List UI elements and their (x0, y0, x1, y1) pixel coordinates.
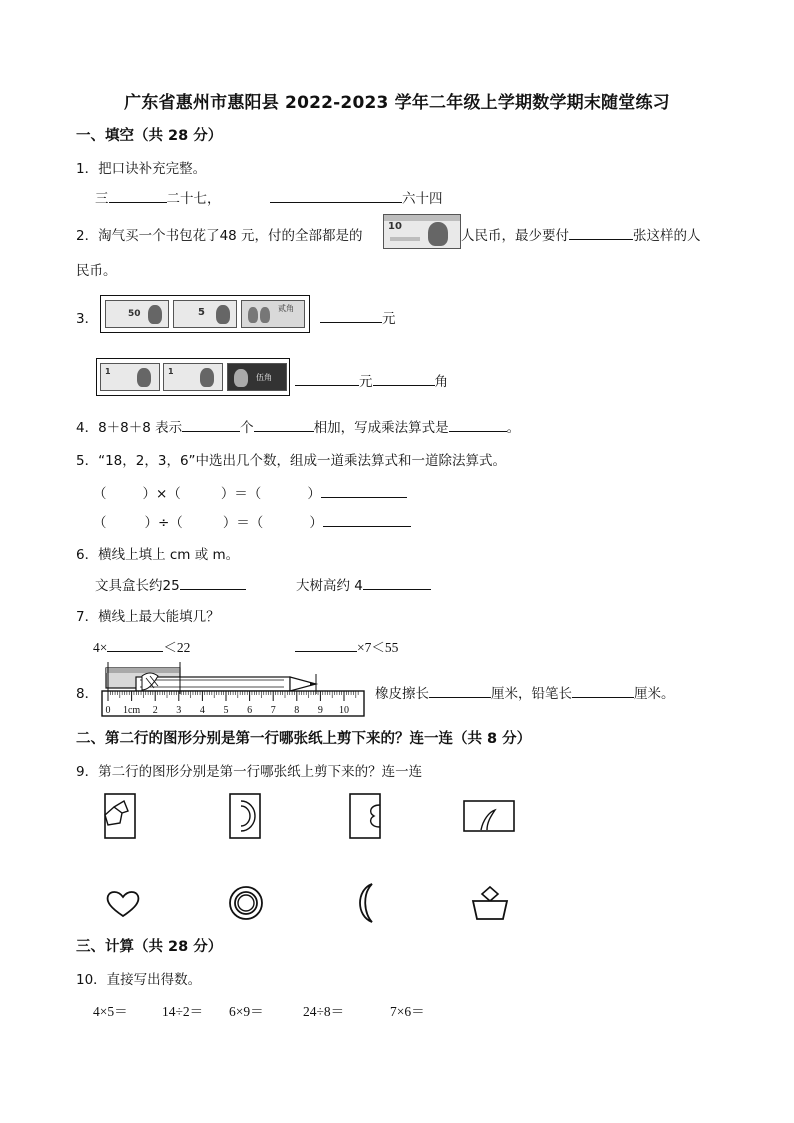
q1-left-post: 二十七， (166, 191, 221, 207)
q2-line2: 民币。 (76, 263, 117, 279)
q6-b-label: 大树高约 4 (296, 578, 363, 594)
q1-right-post: 六十四 (402, 191, 443, 207)
q2-post2: 张这样的人 (633, 228, 701, 244)
q4-row (76, 416, 520, 436)
portrait-image (200, 368, 214, 387)
portrait-image (428, 222, 448, 246)
q3-blank-a[interactable] (320, 308, 382, 323)
q6-text: 6．横线上填上 cm 或 m。 (76, 547, 240, 563)
banknote-2-jiao-label: 贰角 (278, 304, 294, 313)
q3-answer-b (295, 370, 448, 390)
q10-item-3: 6×9＝ (229, 1004, 264, 1019)
q7-a-post: ＜22 (163, 640, 191, 655)
q2-blank[interactable] (569, 225, 633, 240)
q3-blank-b[interactable] (295, 371, 359, 386)
boat-shape-image (471, 885, 509, 921)
portrait-image (148, 305, 162, 324)
q1-blank-2[interactable] (270, 188, 402, 203)
paper-1-image (104, 793, 136, 839)
q5-blank-1[interactable] (321, 483, 407, 498)
times-paren: ）×（ (142, 486, 181, 502)
q6-b (296, 574, 431, 594)
q2-post-row (461, 224, 701, 244)
q4-blank-2[interactable] (254, 417, 314, 432)
banknote-2-jiao (241, 300, 305, 328)
q8-blank-2[interactable] (572, 683, 634, 698)
ruler-label: 5 (223, 705, 229, 716)
ruler-label: 6 (247, 705, 253, 716)
q6-a (95, 574, 246, 594)
portrait-image (248, 307, 258, 323)
q1-answer-row-2 (270, 187, 443, 207)
banknote-5-jiao (227, 363, 287, 391)
ten-yuan-note-image (383, 214, 461, 249)
q4-mid2: 相加，写成乘法算式是 (313, 420, 449, 436)
paren-close: ） (309, 515, 323, 531)
q8-cm2-label: 厘米。 (634, 686, 675, 702)
q10-item-2: 14÷2＝ (162, 1004, 204, 1019)
ruler-label: 1cm (122, 705, 141, 716)
ruler-label: 8 (294, 705, 300, 716)
equals-paren: ）＝（ (220, 486, 262, 502)
q4-end: 。 (506, 420, 521, 436)
section2-heading: 二、第二行的图形分别是第一行哪张纸上剪下来的？连一连（共 8 分） (76, 731, 532, 747)
portrait-image (216, 305, 230, 324)
crescent-shape-image (352, 882, 378, 924)
q7-blank-a[interactable] (107, 637, 163, 652)
q6-blank-a[interactable] (180, 575, 246, 590)
ruler-label: 10 (339, 705, 349, 716)
q2-pre: 2．淘气买一个书包花了48 元，付的全部都是的 (76, 228, 363, 244)
q2-post1: 人民币，最少要付 (461, 228, 569, 244)
q5-row-2 (93, 511, 411, 531)
q8-cm1-label: 厘米，铅笔长 (491, 686, 572, 702)
q1-text: 1．把口诀补充完整。 (76, 161, 207, 177)
q10-item-5: 7×6＝ (390, 1004, 425, 1019)
ring-shape-image (228, 885, 264, 921)
ruler-figure (100, 660, 368, 718)
banknote-1 (100, 363, 160, 391)
q6-blank-b[interactable] (363, 575, 431, 590)
banknote-5-jiao-label: 伍角 (256, 373, 272, 382)
q3-unit-b: 元 (359, 374, 373, 390)
ruler-label: 7 (270, 705, 276, 716)
heart-shape-image (105, 890, 141, 918)
equals-paren: ）＝（ (222, 515, 264, 531)
paren-close: ） (307, 486, 321, 502)
banknote-5 (173, 300, 237, 328)
q4-blank-3[interactable] (449, 417, 507, 432)
q10-item-1: 4×5＝ (93, 1004, 128, 1019)
q8-num: 8． (76, 686, 99, 702)
ruler-label: 2 (152, 705, 158, 716)
paren-open: （ (93, 515, 107, 531)
q8-answer-row (375, 682, 675, 702)
paper-3-image (349, 793, 381, 839)
q7-a (93, 636, 190, 656)
paper-2-image (229, 793, 261, 839)
page-title: 广东省惠州市惠阳县 2022-2023 学年二年级上学期数学期末随堂练习 (124, 93, 670, 113)
q5-blank-2[interactable] (323, 512, 411, 527)
section1-heading: 一、填空（共 28 分） (76, 128, 223, 144)
q3-num: 3． (76, 311, 99, 327)
ruler-label: 4 (199, 705, 205, 716)
q3-unit-c: 角 (434, 374, 448, 390)
q7-blank-b[interactable] (295, 637, 357, 652)
divide-paren: ）÷（ (144, 515, 183, 531)
q9-text: 9．第二行的图形分别是第一行哪张纸上剪下来的？连一连 (76, 764, 423, 780)
q7-b-post: ×7＜55 (357, 640, 399, 655)
portrait-image (137, 368, 151, 387)
q3-blank-c[interactable] (373, 371, 435, 386)
section3-heading: 三、计算（共 28 分） (76, 939, 223, 955)
portrait-image (234, 369, 248, 387)
q10-item-4: 24÷8＝ (303, 1004, 345, 1019)
q4-mid1: 个 (240, 420, 254, 436)
portrait-image (260, 307, 270, 323)
q3-unit-a: 元 (382, 311, 396, 327)
q7-text: 7．横线上最大能填几？ (76, 609, 220, 625)
q3-answer-a (320, 307, 396, 327)
note-value-label: 10 (388, 221, 402, 232)
money-box-1 (100, 295, 310, 333)
ruler-label: 0 (105, 705, 111, 716)
ruler-label: 9 (317, 705, 323, 716)
money-box-2 (96, 358, 290, 396)
q6-a-label: 文具盒长约25 (95, 578, 180, 594)
q4-blank-1[interactable] (182, 417, 240, 432)
q5-text: 5．“18，2，3，6”中选出几个数，组成一道乘法算式和一道除法算式。 (76, 453, 507, 469)
banknote-50-label: 50 (128, 309, 141, 319)
q1-left-pre: 三 (95, 191, 109, 207)
banknote-50 (105, 300, 169, 328)
note-strip (390, 237, 420, 241)
q7-a-pre: 4× (93, 640, 108, 655)
q7-b (295, 636, 398, 656)
ruler-label: 3 (176, 705, 182, 716)
paper-4-image (463, 800, 515, 832)
q4-pre: 4．8＋8＋8 表示 (76, 420, 183, 436)
q10-text: 10．直接写出得数。 (76, 972, 202, 988)
q8-blank-1[interactable] (429, 683, 491, 698)
q5-row-1 (93, 482, 407, 502)
banknote-1-label: 1 (105, 367, 111, 376)
q8-eraser-label: 橡皮擦长 (375, 686, 429, 702)
q1-answer-row (95, 187, 221, 207)
paren-open: （ (93, 486, 107, 502)
banknote-1-label: 1 (168, 367, 174, 376)
q1-blank-1[interactable] (109, 188, 167, 203)
banknote-1 (163, 363, 223, 391)
banknote-5-label: 5 (198, 307, 205, 318)
